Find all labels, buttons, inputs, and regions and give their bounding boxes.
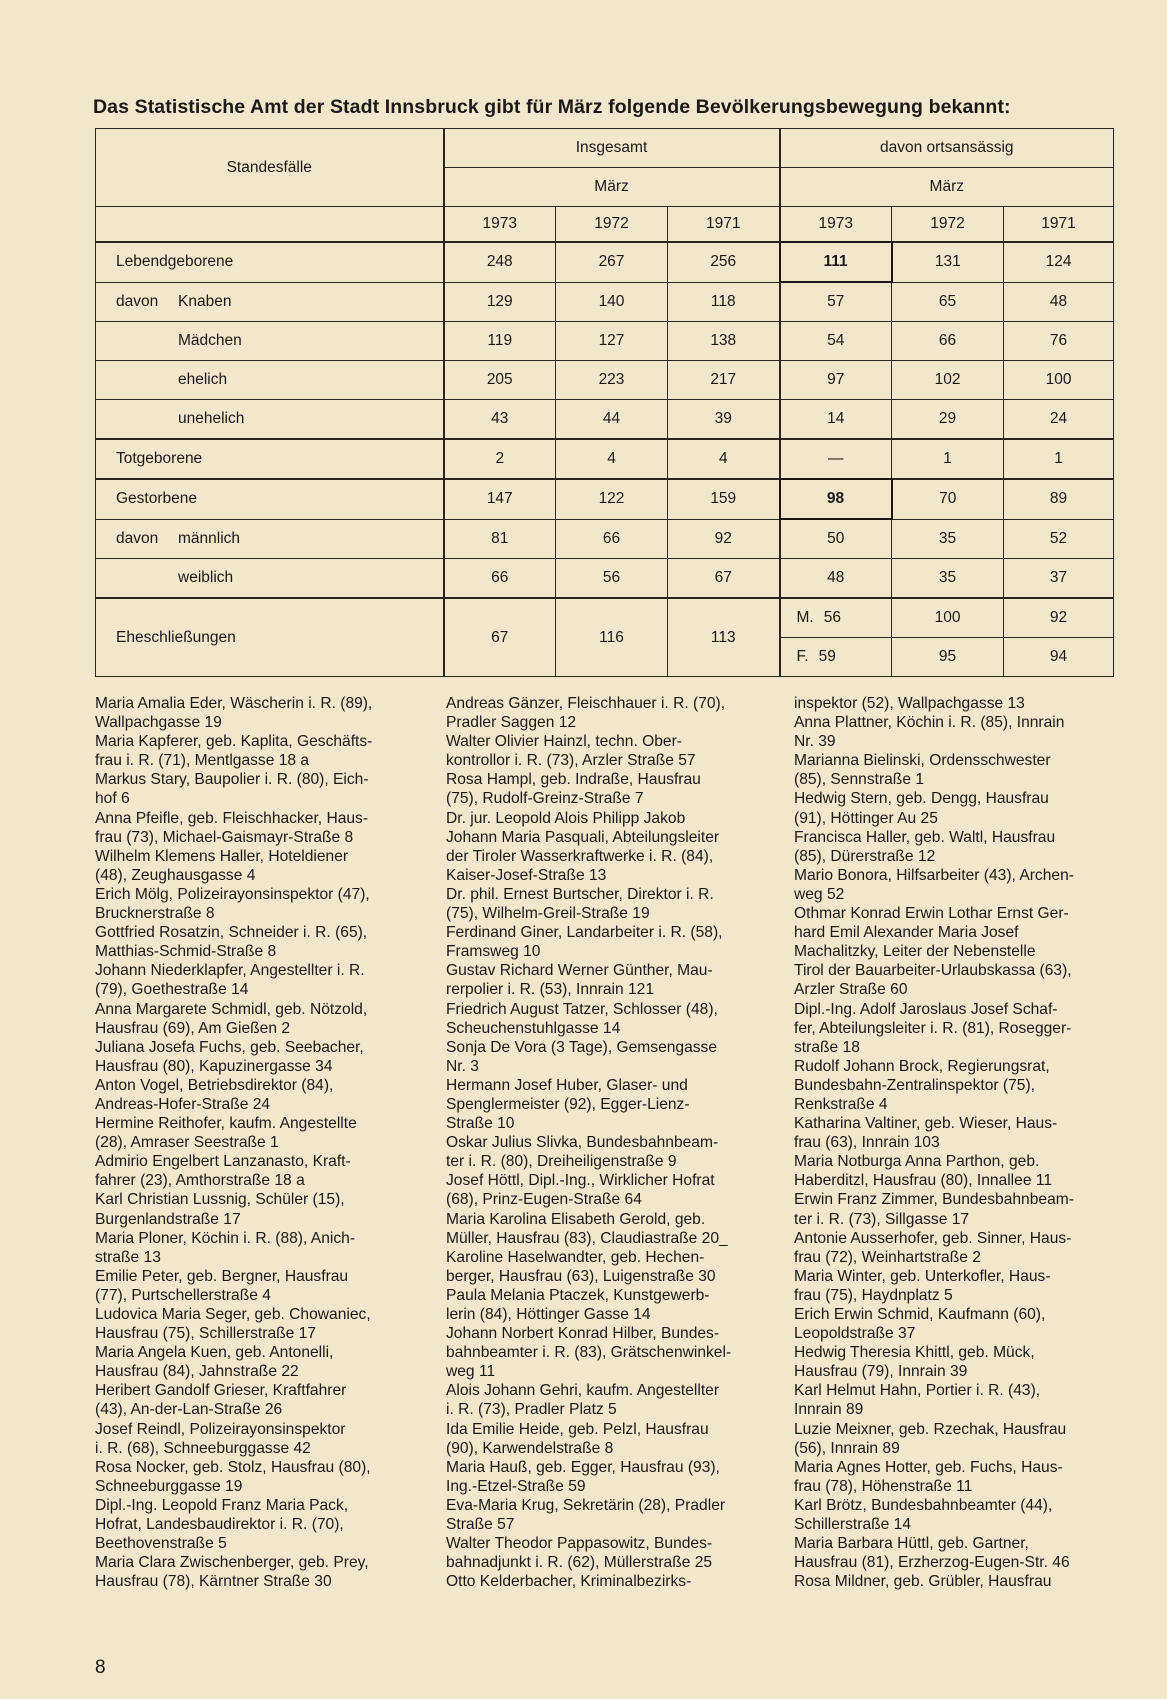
obituary-entry: Wilhelm Klemens Haller, Hoteldiener (48), Zeughausgasse 4 [95, 847, 349, 884]
gender-value: 59 [818, 648, 836, 665]
obituary-entry: Anna Margarete Schmidl, geb. Nötzold, Hausfrau (69), Am Gießen 2 [95, 1000, 368, 1037]
value-cell: 1 [892, 439, 1004, 479]
obituary-entry: Admirio Engelbert Lanzanasto, Kraft- fahrer (23), Amthorstraße 18 a [95, 1153, 351, 1190]
row-prefix: davon [116, 292, 159, 310]
page-number: 8 [95, 1657, 106, 1678]
obituary-entry: Maria Hauß, geb. Egger, Hausfrau (93), Ing.-Etzel-Straße 59 [446, 1458, 720, 1495]
obituary-entry: Dr. jur. Leopold Alois Philipp Jakob Johann Maria Pasquali, Abteilungsleiter der Tiroler Wasserkraftwerke i. R. (84), Kaiser-Josef-Straße 13 [446, 809, 720, 884]
obituary-entry: Rosa Hampl, geb. Indraße, Hausfrau (75), Rudolf-Greinz-Straße 7 [446, 771, 701, 808]
value-cell: 66 [556, 519, 668, 559]
table-row [96, 242, 1114, 282]
obituary-entry: Erich Erwin Schmid, Kaufmann (60), Leopoldstraße 37 [794, 1306, 1046, 1343]
obituary-entry: Dipl.-Ing. Leopold Franz Maria Pack, Hofrat, Landesbaudirektor i. R. (70), Beethovenstraße 5 [95, 1496, 349, 1553]
obituary-entry: Maria Notburga Anna Parthon, geb. Haberditzl, Hausfrau (80), Innallee 11 [794, 1153, 1053, 1190]
value-cell: 66 [444, 559, 556, 599]
value-cell: 67 [668, 559, 780, 599]
obituary-entry: Rosa Mildner, geb. Grübler, Hausfrau [794, 1573, 1052, 1591]
year-header: 1972 [892, 207, 1004, 243]
value-cell: 66 [892, 322, 1004, 361]
obituary-entry: Francisca Haller, geb. Waltl, Hausfrau (85), Dürerstraße 12 [794, 828, 1056, 865]
obituary-entry: Othmar Konrad Erwin Lothar Ernst Ger- hard Emil Alexander Maria Josef Machalitzky, Leiter der Nebenstelle Tirol der Bauarbeiter-Urlaubskassa (63), Arzler Straße 60 [794, 905, 1072, 999]
year-header: 1971 [668, 207, 780, 243]
obituary-entry: Anna Pfeifle, geb. Fleischhacker, Haus- frau (73), Michael-Gaismayr-Straße 8 [95, 809, 369, 846]
value-cell: 67 [444, 598, 556, 677]
value-cell: 116 [556, 598, 668, 677]
value-cell: — [780, 439, 892, 479]
obituary-entry: Gustav Richard Werner Günther, Mau- rerpolier i. R. (53), Innrain 121 [446, 962, 713, 999]
value-cell: 14 [780, 400, 892, 440]
obituary-entry: Josef Höttl, Dipl.-Ing., Wirklicher Hofrat (68), Prinz-Eugen-Straße 64 [446, 1172, 715, 1209]
value-cell: 256 [668, 242, 780, 282]
table-row [96, 519, 1114, 559]
value-cell: 24 [1004, 400, 1114, 440]
value-cell: 4 [668, 439, 780, 479]
obituary-column-2 [446, 694, 776, 1591]
standesfaelle-header: Standesfälle [96, 129, 444, 207]
value-cell: 205 [444, 361, 556, 400]
value-cell: 48 [780, 559, 892, 599]
obituary-entry: Ferdinand Giner, Landarbeiter i. R. (58), Framsweg 10 [446, 924, 723, 961]
obituary-entry: Gottfried Rosatzin, Schneider i. R. (65), Matthias-Schmid-Straße 8 [95, 924, 368, 961]
value-cell: 138 [668, 322, 780, 361]
obituary-entry: Dipl.-Ing. Adolf Jaroslaus Josef Schaf- fer, Abteilungsleiter i. R. (81), Rosegger- straße 18 [794, 1000, 1072, 1056]
table-row [96, 322, 1114, 361]
obituary-entry: Luzie Meixner, geb. Rzechak, Hausfrau (56), Innrain 89 [794, 1420, 1067, 1457]
obituary-entry: Hermann Josef Huber, Glaser- und Spenglermeister (92), Egger-Lienz- Straße 10 [446, 1076, 690, 1133]
value-cell: 76 [1004, 322, 1114, 361]
value-cell: 94 [1004, 638, 1114, 677]
value-cell: 39 [668, 400, 780, 440]
value-cell [780, 638, 892, 677]
obituary-entry: Heribert Gandolf Grieser, Kraftfahrer (43), An-der-Lan-Straße 26 [95, 1382, 347, 1419]
value-cell: 48 [1004, 282, 1114, 322]
obituary-entry: Maria Winter, geb. Unterkofler, Haus- frau (75), Haydnplatz 5 [794, 1267, 1051, 1304]
value-cell: 43 [444, 400, 556, 440]
obituary-entry: Maria Amalia Eder, Wäscherin i. R. (89), Wallpachgasse 19 [95, 695, 373, 732]
ortsansaessig-header: davon ortsansässig [780, 129, 1114, 168]
obituary-entry: Paula Melania Ptaczek, Kunstgewerb- lerin (84), Höttinger Gasse 14 [446, 1286, 710, 1323]
row-label-text: Knaben [178, 292, 232, 310]
obituary-entry: Emilie Peter, geb. Bergner, Hausfrau (77), Purtschellerstraße 4 [95, 1267, 349, 1304]
table-row [96, 439, 1114, 479]
obituary-entry: Maria Agnes Hotter, geb. Fuchs, Haus- frau (78), Höhenstraße 11 [794, 1458, 1063, 1495]
row-label [96, 282, 444, 322]
obituary-entry: Mario Bonora, Hilfsarbeiter (43), Archen- weg 52 [794, 866, 1074, 903]
value-cell: 4 [556, 439, 668, 479]
row-label: Mädchen [96, 322, 444, 361]
value-cell: 92 [1004, 598, 1114, 638]
year-header: 1971 [1004, 207, 1114, 243]
statistics-body [96, 242, 1114, 677]
obituary-entry: Sonja De Vora (3 Tage), Gemsengasse Nr. 3 [446, 1038, 718, 1075]
row-label: Gestorbene [96, 479, 444, 519]
value-cell: 95 [892, 638, 1004, 677]
obituary-entry: Rudolf Johann Brock, Regierungsrat, Bundesbahn-Zentralinspektor (75), Renkstraße 4 [794, 1057, 1050, 1113]
obituary-entry: Maria Angela Kuen, geb. Antonelli, Hausfrau (84), Jahnstraße 22 [95, 1344, 334, 1381]
value-cell: 89 [1004, 479, 1114, 519]
year-header: 1972 [556, 207, 668, 243]
obituary-entry: Walter Olivier Hainzl, techn. Ober- kontrollor i. R. (73), Arzler Straße 57 [446, 733, 696, 770]
value-cell: 56 [556, 559, 668, 599]
value-cell: 129 [444, 282, 556, 322]
gender-prefix: M. [796, 609, 814, 626]
gender-value: 56 [823, 609, 841, 626]
obituary-entry: Eva-Maria Krug, Sekretärin (28), Pradler Straße 57 [446, 1496, 726, 1534]
value-cell: 92 [668, 519, 780, 559]
obituary-entry: Maria Karolina Elisabeth Gerold, geb. Müller, Hausfrau (83), Claudiastraße 20_ [446, 1210, 728, 1247]
value-cell: 2 [444, 439, 556, 479]
gender-prefix: F. [796, 648, 809, 665]
table-row [96, 400, 1114, 440]
value-cell: 102 [892, 361, 1004, 400]
obituary-entry: Josef Reindl, Polizeirayonsinspektor i. R. (68), Schneeburggasse 42 [95, 1420, 346, 1457]
value-cell: 29 [892, 400, 1004, 440]
obituary-entry: Rosa Nocker, geb. Stolz, Hausfrau (80), Schneeburggasse 19 [95, 1458, 371, 1495]
row-label: Eheschließungen [96, 598, 444, 677]
obituary-entry: Alois Johann Gehri, kaufm. Angestellter i. R. (73), Pradler Platz 5 [446, 1382, 720, 1419]
obituary-entry: Anton Vogel, Betriebsdirektor (84), Andreas-Hofer-Straße 24 [95, 1076, 334, 1113]
obituary-entry: Maria Barbara Hüttl, geb. Gartner, Hausfrau (81), Erzherzog-Eugen-Str. 46 [794, 1535, 1070, 1572]
table-row [96, 598, 1114, 638]
obituary-column-1 [95, 694, 425, 1591]
obituary-entry: Karl Brötz, Bundesbahnbeamter (44), Schillerstraße 14 [794, 1496, 1053, 1534]
value-cell: 122 [556, 479, 668, 519]
value-cell: 81 [444, 519, 556, 559]
obituary-column-3 [794, 694, 1124, 1591]
obituary-entry: Johann Norbert Konrad Hilber, Bundes- bahnbeamter i. R. (83), Grätschenwinkel- weg 11 [446, 1325, 732, 1381]
obituary-entry: Erwin Franz Zimmer, Bundesbahnbeam- ter i. R. (73), Sillgasse 17 [794, 1191, 1074, 1228]
obituary-entry: Karl Helmut Hahn, Portier i. R. (43), Innrain 89 [794, 1382, 1041, 1419]
value-cell: 57 [780, 282, 892, 322]
obituary-entry: Hermine Reithofer, kaufm. Angestellte (28), Amraser Seestraße 1 [95, 1115, 357, 1152]
year-header: 1973 [444, 207, 556, 243]
value-cell: 267 [556, 242, 668, 282]
table-row [96, 479, 1114, 519]
value-cell: 131 [892, 242, 1004, 282]
row-label: Totgeborene [96, 439, 444, 479]
obituary-entry: Marianna Bielinski, Ordensschwester (85), Sennstraße 1 [794, 752, 1051, 789]
value-cell: 147 [444, 479, 556, 519]
value-cell: 100 [892, 598, 1004, 638]
row-label: weiblich [96, 559, 444, 599]
value-cell: 35 [892, 519, 1004, 559]
obituary-entry: Karl Christian Lussnig, Schüler (15), Burgenlandstraße 17 [95, 1191, 345, 1228]
value-cell: 70 [892, 479, 1004, 519]
row-label: unehelich [96, 400, 444, 440]
obituary-entry: Katharina Valtiner, geb. Wieser, Haus- frau (63), Innrain 103 [794, 1115, 1058, 1152]
obituary-entry: Dr. phil. Ernest Burtscher, Direktor i. R. (75), Wilhelm-Greil-Straße 19 [446, 885, 714, 923]
empty-header-cell [96, 207, 444, 243]
obituary-entry: Walter Theodor Pappasowitz, Bundes- bahnadjunkt i. R. (62), Müllerstraße 25 [446, 1535, 713, 1572]
obituary-entry: Erich Mölg, Polizeirayonsinspektor (47), Brucknerstraße 8 [95, 885, 370, 923]
row-prefix: davon [116, 529, 159, 547]
obituary-entry: Ludovica Maria Seger, geb. Chowaniec, Hausfrau (75), Schillerstraße 17 [95, 1306, 371, 1343]
value-cell: 111 [780, 242, 892, 282]
value-cell: 100 [1004, 361, 1114, 400]
value-cell: 65 [892, 282, 1004, 322]
value-cell: 127 [556, 322, 668, 361]
obituary-entry: Maria Ploner, Köchin i. R. (88), Anich- straße 13 [95, 1229, 356, 1266]
obituary-entry: Andreas Gänzer, Fleischhauer i. R. (70), Pradler Saggen 12 [446, 695, 726, 732]
value-cell: 50 [780, 519, 892, 559]
obituary-entry: Friedrich August Tatzer, Schlosser (48), Scheuchenstuhlgasse 14 [446, 1000, 718, 1037]
obituary-entry: Markus Stary, Baupolier i. R. (80), Eich- hof 6 [95, 771, 369, 808]
row-label [96, 519, 444, 559]
value-cell: 159 [668, 479, 780, 519]
obituary-entry: Juliana Josefa Fuchs, geb. Seebacher, Hausfrau (80), Kapuzinergasse 34 [95, 1038, 364, 1075]
table-row [96, 361, 1114, 400]
value-cell [780, 598, 892, 638]
page-heading: Das Statistische Amt der Stadt Innsbruck gibt für März folgende Bevölkerungsbewegung bekannt: [93, 96, 1011, 118]
value-cell: 98 [780, 479, 892, 519]
obituary-entry: Oskar Julius Slivka, Bundesbahnbeam- ter i. R. (80), Dreiheiligenstraße 9 [446, 1134, 719, 1171]
table-row [96, 282, 1114, 322]
value-cell: 37 [1004, 559, 1114, 599]
row-label-text: männlich [178, 529, 241, 547]
table-row [96, 559, 1114, 599]
value-cell: 113 [668, 598, 780, 677]
value-cell: 118 [668, 282, 780, 322]
value-cell: 35 [892, 559, 1004, 599]
statistics-table [95, 128, 1114, 677]
obituary-entry: Otto Kelderbacher, Kriminalbezirks- [446, 1573, 692, 1591]
obituary-entry: Ida Emilie Heide, geb. Pelzl, Hausfrau (90), Karwendelstraße 8 [446, 1420, 709, 1457]
row-label: Lebendgeborene [96, 242, 444, 282]
row-label: ehelich [96, 361, 444, 400]
year-header: 1973 [780, 207, 892, 243]
value-cell: 119 [444, 322, 556, 361]
value-cell: 1 [1004, 439, 1114, 479]
value-cell: 97 [780, 361, 892, 400]
obituary-entry: inspektor (52), Wallpachgasse 13 [794, 695, 1025, 712]
value-cell: 140 [556, 282, 668, 322]
obituary-entry: Anna Plattner, Köchin i. R. (85), Innrain Nr. 39 [794, 714, 1065, 751]
value-cell: 248 [444, 242, 556, 282]
obituary-entry: Maria Clara Zwischenberger, geb. Prey, Hausfrau (78), Kärntner Straße 30 [95, 1554, 369, 1591]
obituary-entry: Johann Niederklapfer, Angestellter i. R. (79), Goethestraße 14 [95, 962, 365, 999]
obituary-entry: Hedwig Theresia Khittl, geb. Mück, Hausfrau (79), Innrain 39 [794, 1344, 1035, 1381]
value-cell: 44 [556, 400, 668, 440]
obituary-entry: Maria Kapferer, geb. Kaplita, Geschäfts- frau i. R. (71), Mentlgasse 18 a [95, 733, 373, 770]
obituary-entry: Karoline Haselwandter, geb. Hechen- berger, Hausfrau (63), Luigenstraße 30 [446, 1248, 716, 1285]
insgesamt-header: Insgesamt [444, 129, 780, 168]
value-cell: 217 [668, 361, 780, 400]
obituary-entry: Antonie Ausserhofer, geb. Sinner, Haus- frau (72), Weinhartstraße 2 [794, 1229, 1072, 1266]
obituary-entry: Hedwig Stern, geb. Dengg, Hausfrau (91), Höttinger Au 25 [794, 790, 1049, 827]
value-cell: 223 [556, 361, 668, 400]
month-header-local: März [780, 168, 1114, 207]
month-header-total: März [444, 168, 780, 207]
value-cell: 52 [1004, 519, 1114, 559]
value-cell: 54 [780, 322, 892, 361]
value-cell: 124 [1004, 242, 1114, 282]
